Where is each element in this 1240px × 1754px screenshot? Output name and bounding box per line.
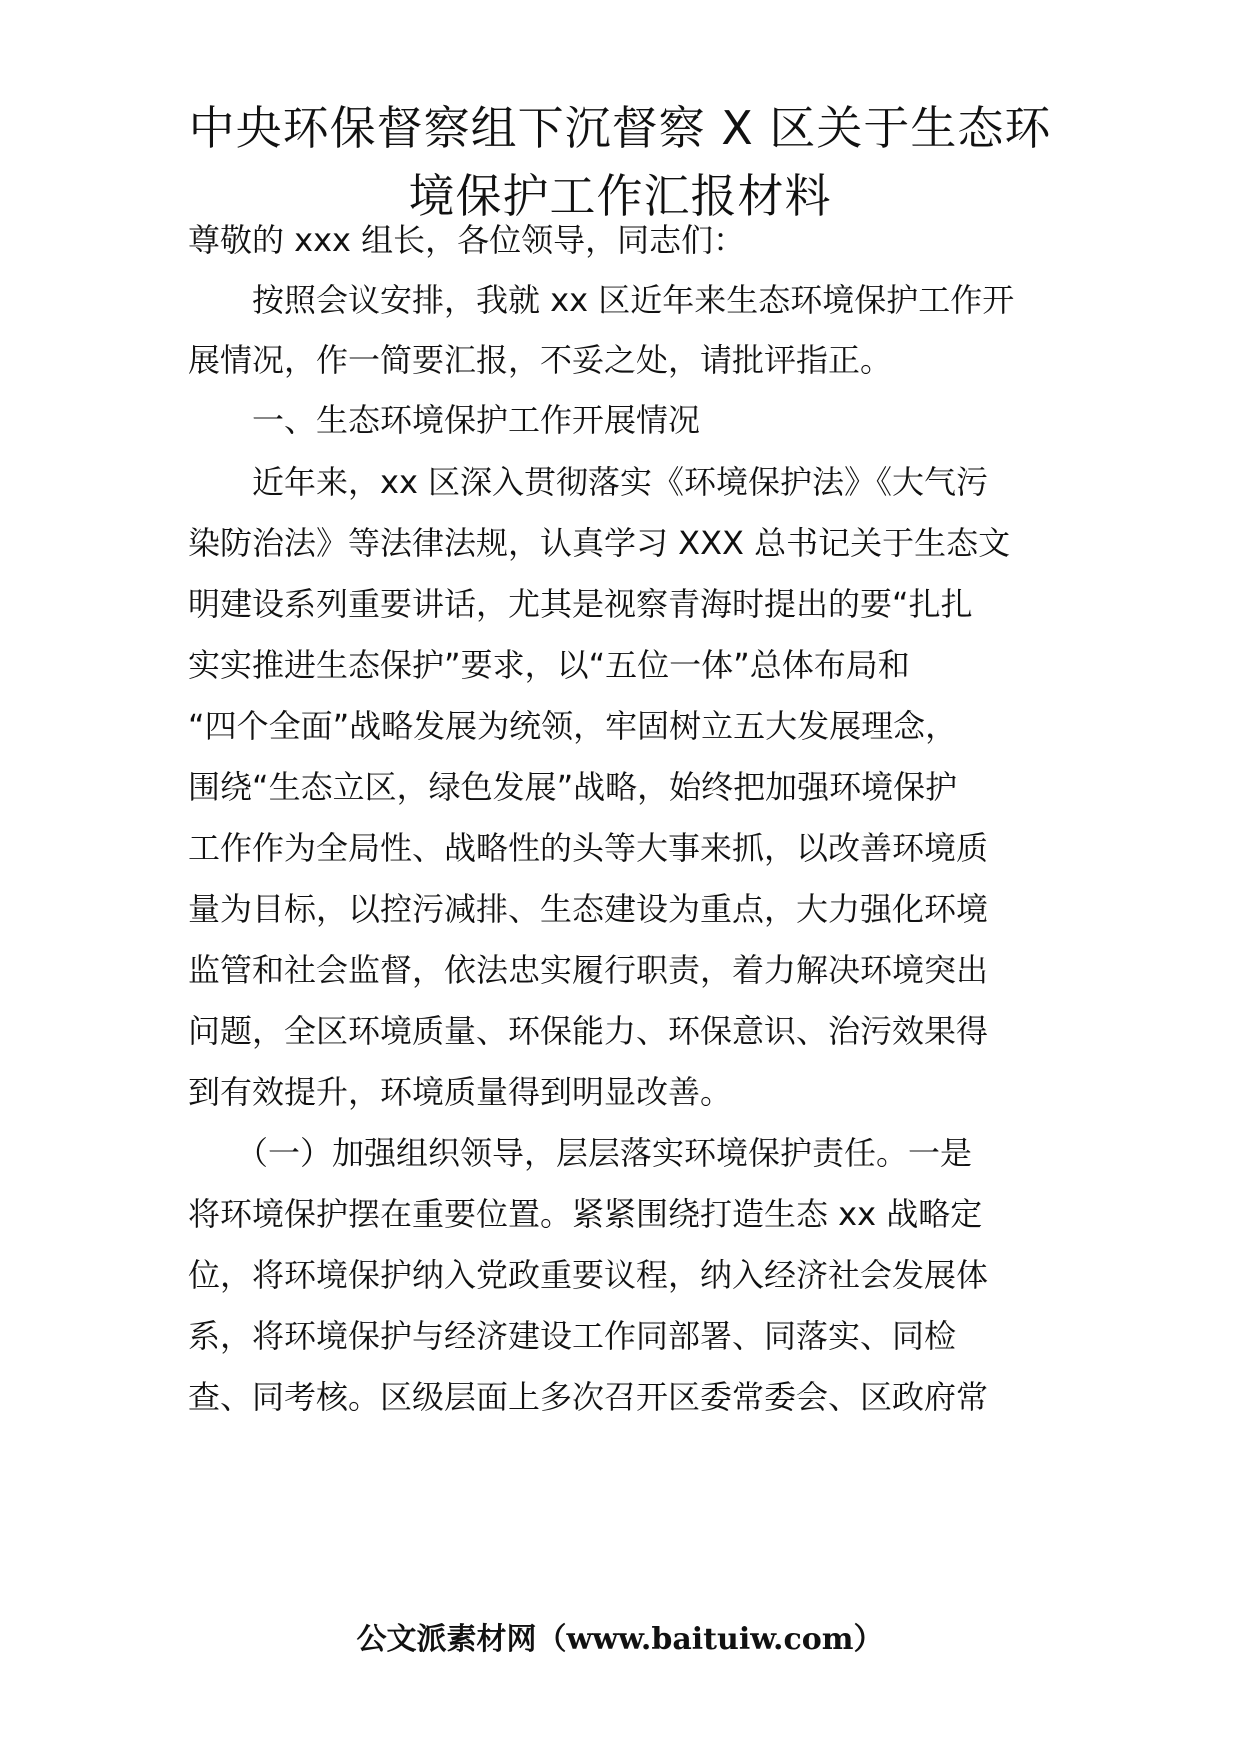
body-line: 问题，全区环境质量、环保能力、环保意识、治污效果得 xyxy=(188,1012,989,1050)
footer-watermark: 公文派素材网（www.baituiw.com） xyxy=(356,1622,884,1657)
body-line: 围绕“生态立区，绿色发展”战略，始终把加强环境保护 xyxy=(188,768,958,806)
body-line: 系，将环境保护与经济建设工作同部署、同落实、同检 xyxy=(188,1317,957,1355)
body-line: 尊敬的 xxx 组长，各位领导，同志们： xyxy=(188,221,746,259)
body-line: 工作作为全局性、战略性的头等大事来抓，以改善环境质 xyxy=(188,829,989,867)
body-line: 查、同考核。区级层面上多次召开区委常委会、区政府常 xyxy=(188,1378,989,1416)
body-line: 展情况，作一简要汇报，不妥之处，请批评指正。 xyxy=(188,341,893,379)
body-line: “四个全面”战略发展为统领，牢固树立五大发展理念， xyxy=(188,707,958,745)
body-line: 量为目标，以控污减排、生态建设为重点，大力强化环境 xyxy=(188,890,989,928)
document-title-line-2: 境保护工作汇报材料 xyxy=(408,169,832,223)
body-line: 按照会议安排，我就 xx 区近年来生态环境保护工作开 xyxy=(188,281,1015,319)
section-heading: 一、生态环境保护工作开展情况 xyxy=(188,401,701,439)
body-line: 到有效提升，环境质量得到明显改善。 xyxy=(188,1073,733,1111)
body-line: 近年来，xx 区深入贯彻落实《环境保护法》《大气污 xyxy=(188,463,989,501)
subsection-paragraph-start: （一）加强组织领导，层层落实环境保护责任。一是 xyxy=(188,1134,973,1172)
body-line: 实实推进生态保护”要求，以“五位一体”总体布局和 xyxy=(188,646,910,684)
body-line: 染防治法》等法律法规，认真学习 XXX 总书记关于生态文 xyxy=(188,524,1011,562)
body-line: 明建设系列重要讲话，尤其是视察青海时提出的要“扎扎 xyxy=(188,585,973,623)
document-title-line-1: 中央环保督察组下沉督察 X 区关于生态环 xyxy=(188,101,1052,155)
body-line: 将环境保护摆在重要位置。紧紧围绕打造生态 xx 战略定 xyxy=(188,1195,983,1233)
body-line: 监管和社会监督，依法忠实履行职责，着力解决环境突出 xyxy=(188,951,989,989)
body-line: 位，将环境保护纳入党政重要议程，纳入经济社会发展体 xyxy=(188,1256,989,1294)
